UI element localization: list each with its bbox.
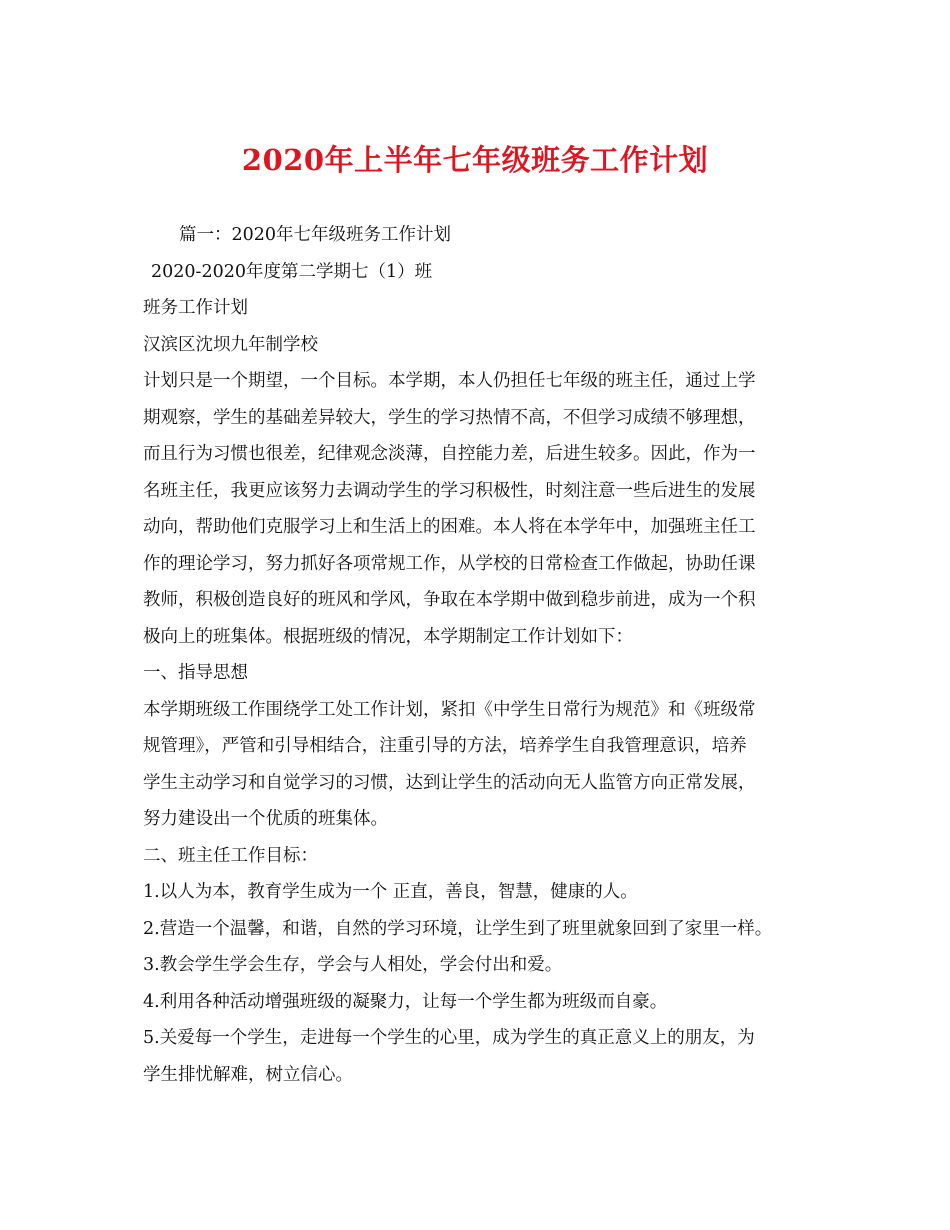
- goal-item-1: 1.以人为本，教育学生成为一个 正直，善良，智慧，健康的人。: [143, 882, 638, 902]
- paragraph-line: 名班主任，我更应该努力去调动学生的学习积极性，时刻注意一些后进生的发展: [143, 480, 756, 501]
- school-name: 汉滨区沈坝九年制学校: [143, 334, 318, 355]
- goal-item-2: 2.营造一个温馨，和谐，自然的学习环境，让学生到了班里就象回到了家里一样。: [143, 918, 773, 939]
- paragraph-line: 本学期班级工作围绕学工处工作计划，紧扣《中学生日常行为规范》和《班级常: [143, 699, 756, 720]
- goal-item-5-continued: 学生排忧解难，树立信心。: [143, 1064, 353, 1085]
- semester-class-line: 2020-2020年度第二学期七（1）班: [151, 261, 433, 282]
- paragraph-line: 教师，积极创造良好的班风和学风，争取在本学期中做到稳步前进，成为一个积: [143, 590, 756, 610]
- goal-item-4: 4.利用各种活动增强班级的凝聚力，让每一个学生都为班级而自豪。: [143, 991, 668, 1012]
- goal-item-5: 5.关爱每一个学生，走进每一个学生的心里，成为学生的真正意义上的朋友，为: [143, 1028, 755, 1048]
- document-title: 2020年上半年七年级班务工作计划: [241, 143, 709, 177]
- paragraph-line: 学生主动学习和自觉学习的习惯，达到让学生的活动向无人监管方向正常发展，: [143, 772, 756, 793]
- paragraph-line: 动向，帮助他们克服学习上和生活上的困难。本人将在本学年中，加强班主任工: [143, 517, 756, 537]
- paragraph-line: 努力建设出一个优质的班集体。: [143, 809, 388, 829]
- goal-item-3: 3.教会学生学会生存，学会与人相处，学会付出和爱。: [143, 955, 563, 975]
- paragraph-line: 规管理》，严管和引导相结合，注重引导的方法，培养学生自我管理意识，培养: [143, 736, 747, 756]
- paragraph-line: 期观察，学生的基础差异较大，学生的学习热情不高，不但学习成绩不够理想，: [143, 407, 756, 428]
- plan-subtitle: 班务工作计划: [143, 298, 248, 318]
- section-heading-guiding-idea: 一、指导思想: [143, 663, 248, 683]
- section-heading-part-one: 篇一：2020年七年级班务工作计划: [179, 225, 452, 245]
- paragraph-line: 极向上的班集体。根据班级的情况，本学期制定工作计划如下：: [143, 626, 633, 647]
- paragraph-line: 计划只是一个期望，一个目标。本学期，本人仍担任七年级的班主任，通过上学: [143, 371, 756, 391]
- paragraph-line: 作的理论学习，努力抓好各项常规工作，从学校的日常检查工作做起，协助任课: [143, 553, 756, 574]
- document-body: [143, 217, 815, 1093]
- paragraph-line: 而且行为习惯也很差，纪律观念淡薄，自控能力差，后进生较多。因此，作为一: [143, 444, 756, 464]
- section-heading-goals: 二、班主任工作目标：: [143, 845, 318, 866]
